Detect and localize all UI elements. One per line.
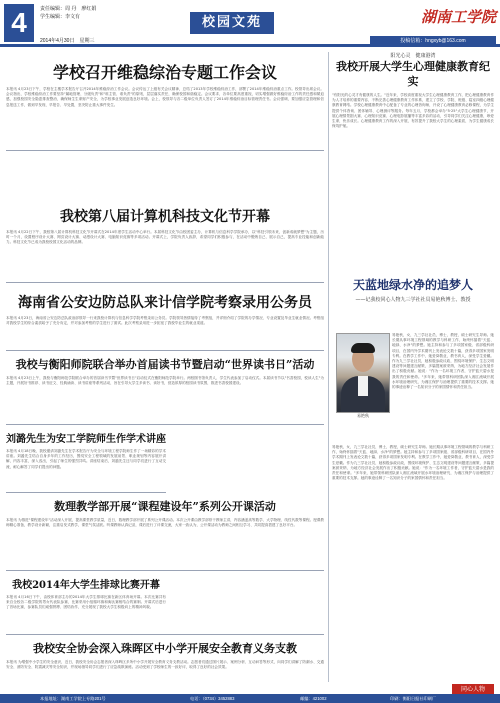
newspaper-logo: 湖南工学院 [420, 8, 496, 26]
article-divider [6, 634, 324, 635]
article-body: 本报讯 4月22日下午，我校第八届计算机科技文化节开幕式在2014年度学生活动中心举行。本届科技文化节由校团委主办，计算机与信息科学学院承办，以"科技引领未来，创新成就梦想"为主题，历时一个月，设置程序设计大赛、网页设计大赛、动漫设计大赛、电脑知识竞赛等多项活动。开幕式上，学院负责人致辞，希望同学们积极参与，在活动中锻炼自己、展示自己，提高专业技能和创新能力。科技文化节已成为我校校园文化活动的品牌。 [6, 230, 324, 245]
footer-zip: 邮编：421002 [300, 696, 327, 701]
article-divider [6, 350, 324, 351]
portrait-photo [336, 333, 390, 413]
article-divider [6, 570, 324, 571]
profile-headline: 天蓝地绿水净的追梦人 [352, 278, 473, 292]
article-headline: 我校与衡阳师院联合举办首届读书节暨启动“世界读书日”活动 [15, 358, 315, 371]
profile-body-bottom [332, 445, 494, 681]
profile-body-continued: 易艳秋，女，九三学社社员，博士，教授，硕士研究生导师。她长期从事环境工程领域的教学与科研工作，始终怀揣着"天蓝、地绿、水净"的梦想。她主持和参与了多项国家级、省部级科研项目，在国内外学术期刊上发表论文数十篇，获得多项国家发明专利。在教学工作中，她爱岗敬业，教书育人，深受学生爱戴。作为九三学社社员，她积极参政议政，围绕环境保护、生态文明建设等问题建言献策，多篇提案被采纳，为地方经济社会发展作出了积极贡献。她说："作为一名环境工作者，守护蓝天碧水是我的责任和使命。"多年来，她带领科研团队深入湘江流域开展水环境治理研究，为湘江保护与治理提供了重要的技术支撑。她的事迹诠释了一名知识分子的家国情怀和责任担当。 [332, 445, 494, 481]
footer-bar [0, 694, 500, 703]
article-hainan-recruitment [6, 292, 324, 350]
article-headline: 学校召开维稳综治专题工作会议 [52, 63, 277, 82]
article-divider [6, 424, 324, 425]
article-body: 本报讯 4月18日晚，我校邀请刘潞先生在学术报告厅为安全与环境工程学院师生作了一场精彩的学术讲座。刘潞先生结合自身多年的工作经历，围绕安全工程领域的发展前景、职业规划等内容展开讲解，内容丰富，深入浅出，引起了师生的强烈共鸣。讲座结束后，刘潞先生还与同学们进行了互动交流，耐心解答了同学们提出的问题。 [6, 449, 166, 469]
column-badge: 同心人物 [452, 684, 494, 695]
article-computer-festival [6, 206, 324, 278]
submission-email: 投稿信箱：hngxyb@163.com [370, 36, 496, 46]
article-stability-meeting [6, 60, 324, 146]
article-headline: 我校2014年大学生排球比赛开幕 [12, 580, 160, 591]
article-reading-festival [6, 356, 324, 422]
profile-body: 易艳秋，女，九三学社社员，博士，教授，硕士研究生导师。她长期从事环境工程领域的教学与科研工作，始终怀揣着"天蓝、地绿、水净"的梦想。她主持和参与了多项国家级、省部级科研项目，在国内外学术期刊上发表论文数十篇，获得多项国家发明专利。在教学工作中，她爱岗敬业，教书育人，深受学生爱戴。作为九三学社社员，她积极参政议政，围绕环境保护、生态文明建设等问题建言献策，多篇提案被采纳，为地方经济社会发展作出了积极贡献。她说："作为一名环境工作者，守护蓝天碧水是我的责任和使命。"多年来，她带领科研团队深入湘江流域开展水环境治理研究，为湘江保护与治理提供了重要的技术支撑。她的事迹诠释了一名知识分子的家国情怀和责任担当。 [392, 333, 494, 390]
article-body: 本报讯 4月23日上午，我校与衡阳师范学院联合举办的首届读书节暨"世界读书日"启动仪式在衡阳师范学院举行。两校图书馆负责人、学生代表参加了启动仪式。本届读书节以"书香校园，悦读人生"为主题，开展好书推荐、读书征文、经典诵读、读书讲座等系列活动，旨在引导大学生多读书、读好书，营造浓厚的校园读书氛围，推进书香校园建设。 [6, 376, 324, 386]
feature-mental-health [332, 52, 494, 272]
masthead-rule [0, 44, 500, 47]
editor-line: 责任编辑：周 丹 廖红娟 [40, 6, 97, 12]
feature-kicker: 阳光心灵 健康港湾 [390, 53, 436, 59]
article-headline: 我校第八届计算机科技文化节开幕 [60, 209, 270, 225]
article-divider [6, 150, 324, 151]
article-body: 本报讯 4月23日下午，学校在主楼学术报告厅召开2014年维稳综治工作会议。会议传达了上级有关会议精神，总结了2013年学校维稳综治工作，部署了2014年维稳综治重点工作。校领导出席会议。会议指出，学校维稳综治工作要坚持"属地管理、分级负责"和"谁主管、谁负责"的原则，层层落实责任，确保校园和谐稳定。会议要求，各单位要高度重视，切实增强做好维稳综治工作的责任感和紧迫感，加强校园安全隐患排查整治，确保师生生命财产安全，为学校事业发展创造良好环境。会上，校领导与各二级单位负责人签订了2014年维稳综治目标管理责任书。会议强调，要加强应急管理和信息报送工作，做到早发现、早报告、早处置，坚决防止重大事件发生。 [6, 87, 324, 107]
page-number: 4 [4, 4, 34, 42]
article-body: 本报讯 4月16日下午，由校体育部主办的2014年大学生排球比赛在新区体育场开幕。本次比赛共有来自全校各二级学院的男女代表队参赛，比赛采用小组循环赛和淘汰赛相结合的赛制。开幕式后进行了首场比赛，参赛队员们顽强拼搏、团结协作，充分展现了我校大学生积极向上的精神风貌。 [6, 595, 166, 610]
article-headline: 数理教学部开展“课程建设年”系列公开课活动 [54, 500, 276, 513]
article-headline: 海南省公安边防总队来计信学院考察录用公务员 [18, 295, 312, 311]
footer-address: 本报地址：湖南工学院上专路201号 [40, 696, 106, 701]
editor-credits [40, 5, 96, 21]
article-divider [6, 282, 324, 283]
feature-body: "有阳光的心灵才有健康的人生。"近年来，学校高度重视大学生心理健康教育工作，把心理健康教育作为人才培养的重要内容，不断完善心理健康教育工作体系，建立了学校、学院、班级、寝室四级心理健康教育网络。学校心理健康教育中心配备了专业的心理咨询师，开设了心理健康教育必修课程，为学生提供个体咨询、团体辅导、心理测评等服务。每年五月，学校都会举办"5·25"大学生心理健康节，开展心理情景剧大赛、心理知识竞赛、心理电影展播等丰富多彩的活动，引导同学们关注心理健康，珍爱生命，快乐成长。心理健康教育工作的深入开展，有效提升了我校大学生的心理素质，为学生健康成长保驾护航。 [332, 93, 494, 129]
photo-caption: 易艳秋 [357, 413, 369, 418]
article-headline: 刘潞先生为安工学院师生作学术讲座 [6, 434, 166, 445]
article-body: 本报讯 4月23日，海南省公安边防总队政治部领导一行来我校计算机与信息科学学院考察录用公务员。学院领导热情接待了考察组，并详细介绍了学院的办学情况、专业设置及毕业生就业情况。考察组对我校学生的综合素质给予了充分肯定，并对参加考察的学生进行了面试。此次考察录用进一步拓宽了我校毕业生的就业渠道。 [6, 316, 324, 326]
article-safety-teaching [6, 640, 324, 692]
profile-header [332, 278, 494, 330]
article-body: 本报讯 为增强中小学生的安全意识，近日，我校安全协会志愿者深入珠晖区多所中小学开展安全教育义务支教活动。志愿者们通过图片展示、案例分析、互动问答等形式，向同学们讲解了防溺水、交通安全、消防安全、防震减灾等安全知识，并现场指导同学们进行了应急疏散演练。活动受到了学校师生的一致好评，取得了良好的社会效果。 [6, 660, 324, 670]
article-body: 本报讯 为推进"课程建设年"活动深入开展，提高课堂教学质量，近日，数理教学部开展了系列公开课活动。本次公开课由教学部骨干教师主讲，内容涵盖高等数学、大学物理、线性代数等课程。授课教师精心准备，教学设计新颖，注重启发式教学，课堂气氛活跃。听课教师认真记录，课后进行了评课交流，大家一致认为，公开课活动为教师之间相互学习、共同提高搭建了良好平台。 [6, 518, 324, 528]
article-divider [6, 492, 166, 493]
column-separator [328, 52, 329, 682]
column-name: 校园文苑 [190, 12, 274, 34]
profile-body-top [392, 333, 494, 443]
issue-date: 2014年4月30日 星期三 [40, 38, 95, 44]
feature-headline: 我校开展大学生心理健康教育纪实 [336, 60, 490, 88]
profile-subtitle: ——记我校同心人物九三学社社员易艳秋博士、教授 [355, 297, 471, 303]
footer-printer: 印刷：衡阳日报社印刷厂 [390, 696, 437, 701]
footer-phone: 电话：（0734）3452883 [190, 696, 235, 701]
photo-shirt [358, 376, 368, 396]
article-open-classes [6, 498, 324, 568]
photo-hair [351, 343, 375, 353]
student-editor-line: 学生编辑：李文有 [40, 14, 81, 20]
article-volleyball [6, 576, 166, 632]
article-academic-lecture [6, 430, 166, 490]
article-headline: 我校安全协会深入珠晖区中小学开展安全教育义务支教 [33, 642, 297, 655]
